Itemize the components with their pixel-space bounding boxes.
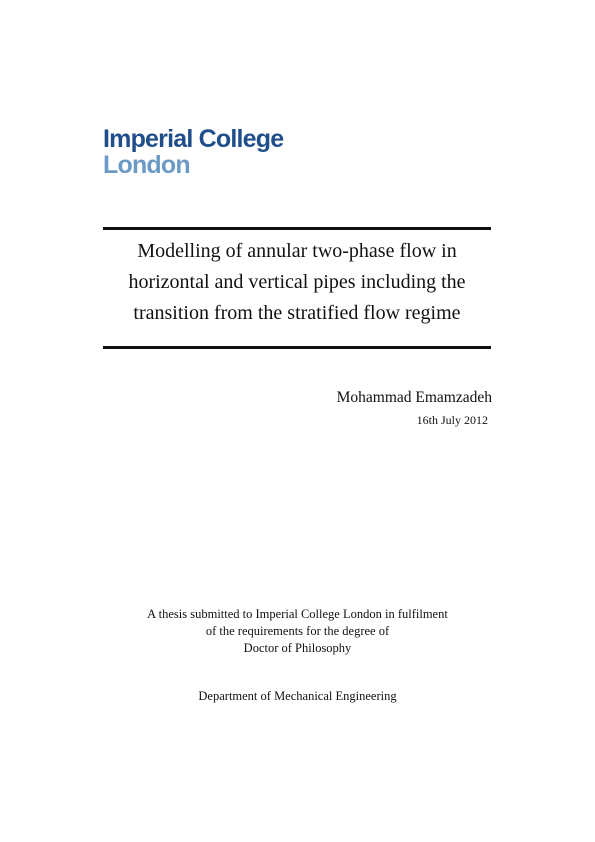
statement-line: Doctor of Philosophy (243, 641, 352, 655)
author-name: Mohammad Emamzadeh (336, 389, 492, 406)
statement-line: of the requirements for the degree of (205, 624, 390, 638)
degree-statement (60, 606, 535, 657)
title-line: Modelling of annular two-phase flow in (137, 240, 457, 262)
statement-line: A thesis submitted to Imperial College London in fulfilment (147, 607, 448, 621)
title-bottom-rule (103, 346, 491, 349)
thesis-title (103, 236, 491, 329)
title-top-rule (103, 227, 491, 230)
submission-date: 16th July 2012 (416, 413, 488, 427)
logo-line-london: London (103, 151, 190, 179)
logo-line-imperial-college: Imperial College (103, 125, 284, 153)
imperial-college-logo (103, 126, 283, 178)
title-line: horizontal and vertical pipes including the (128, 271, 466, 293)
department-name: Department of Mechanical Engineering (198, 689, 397, 703)
title-line: transition from the stratified flow regime (133, 302, 461, 324)
